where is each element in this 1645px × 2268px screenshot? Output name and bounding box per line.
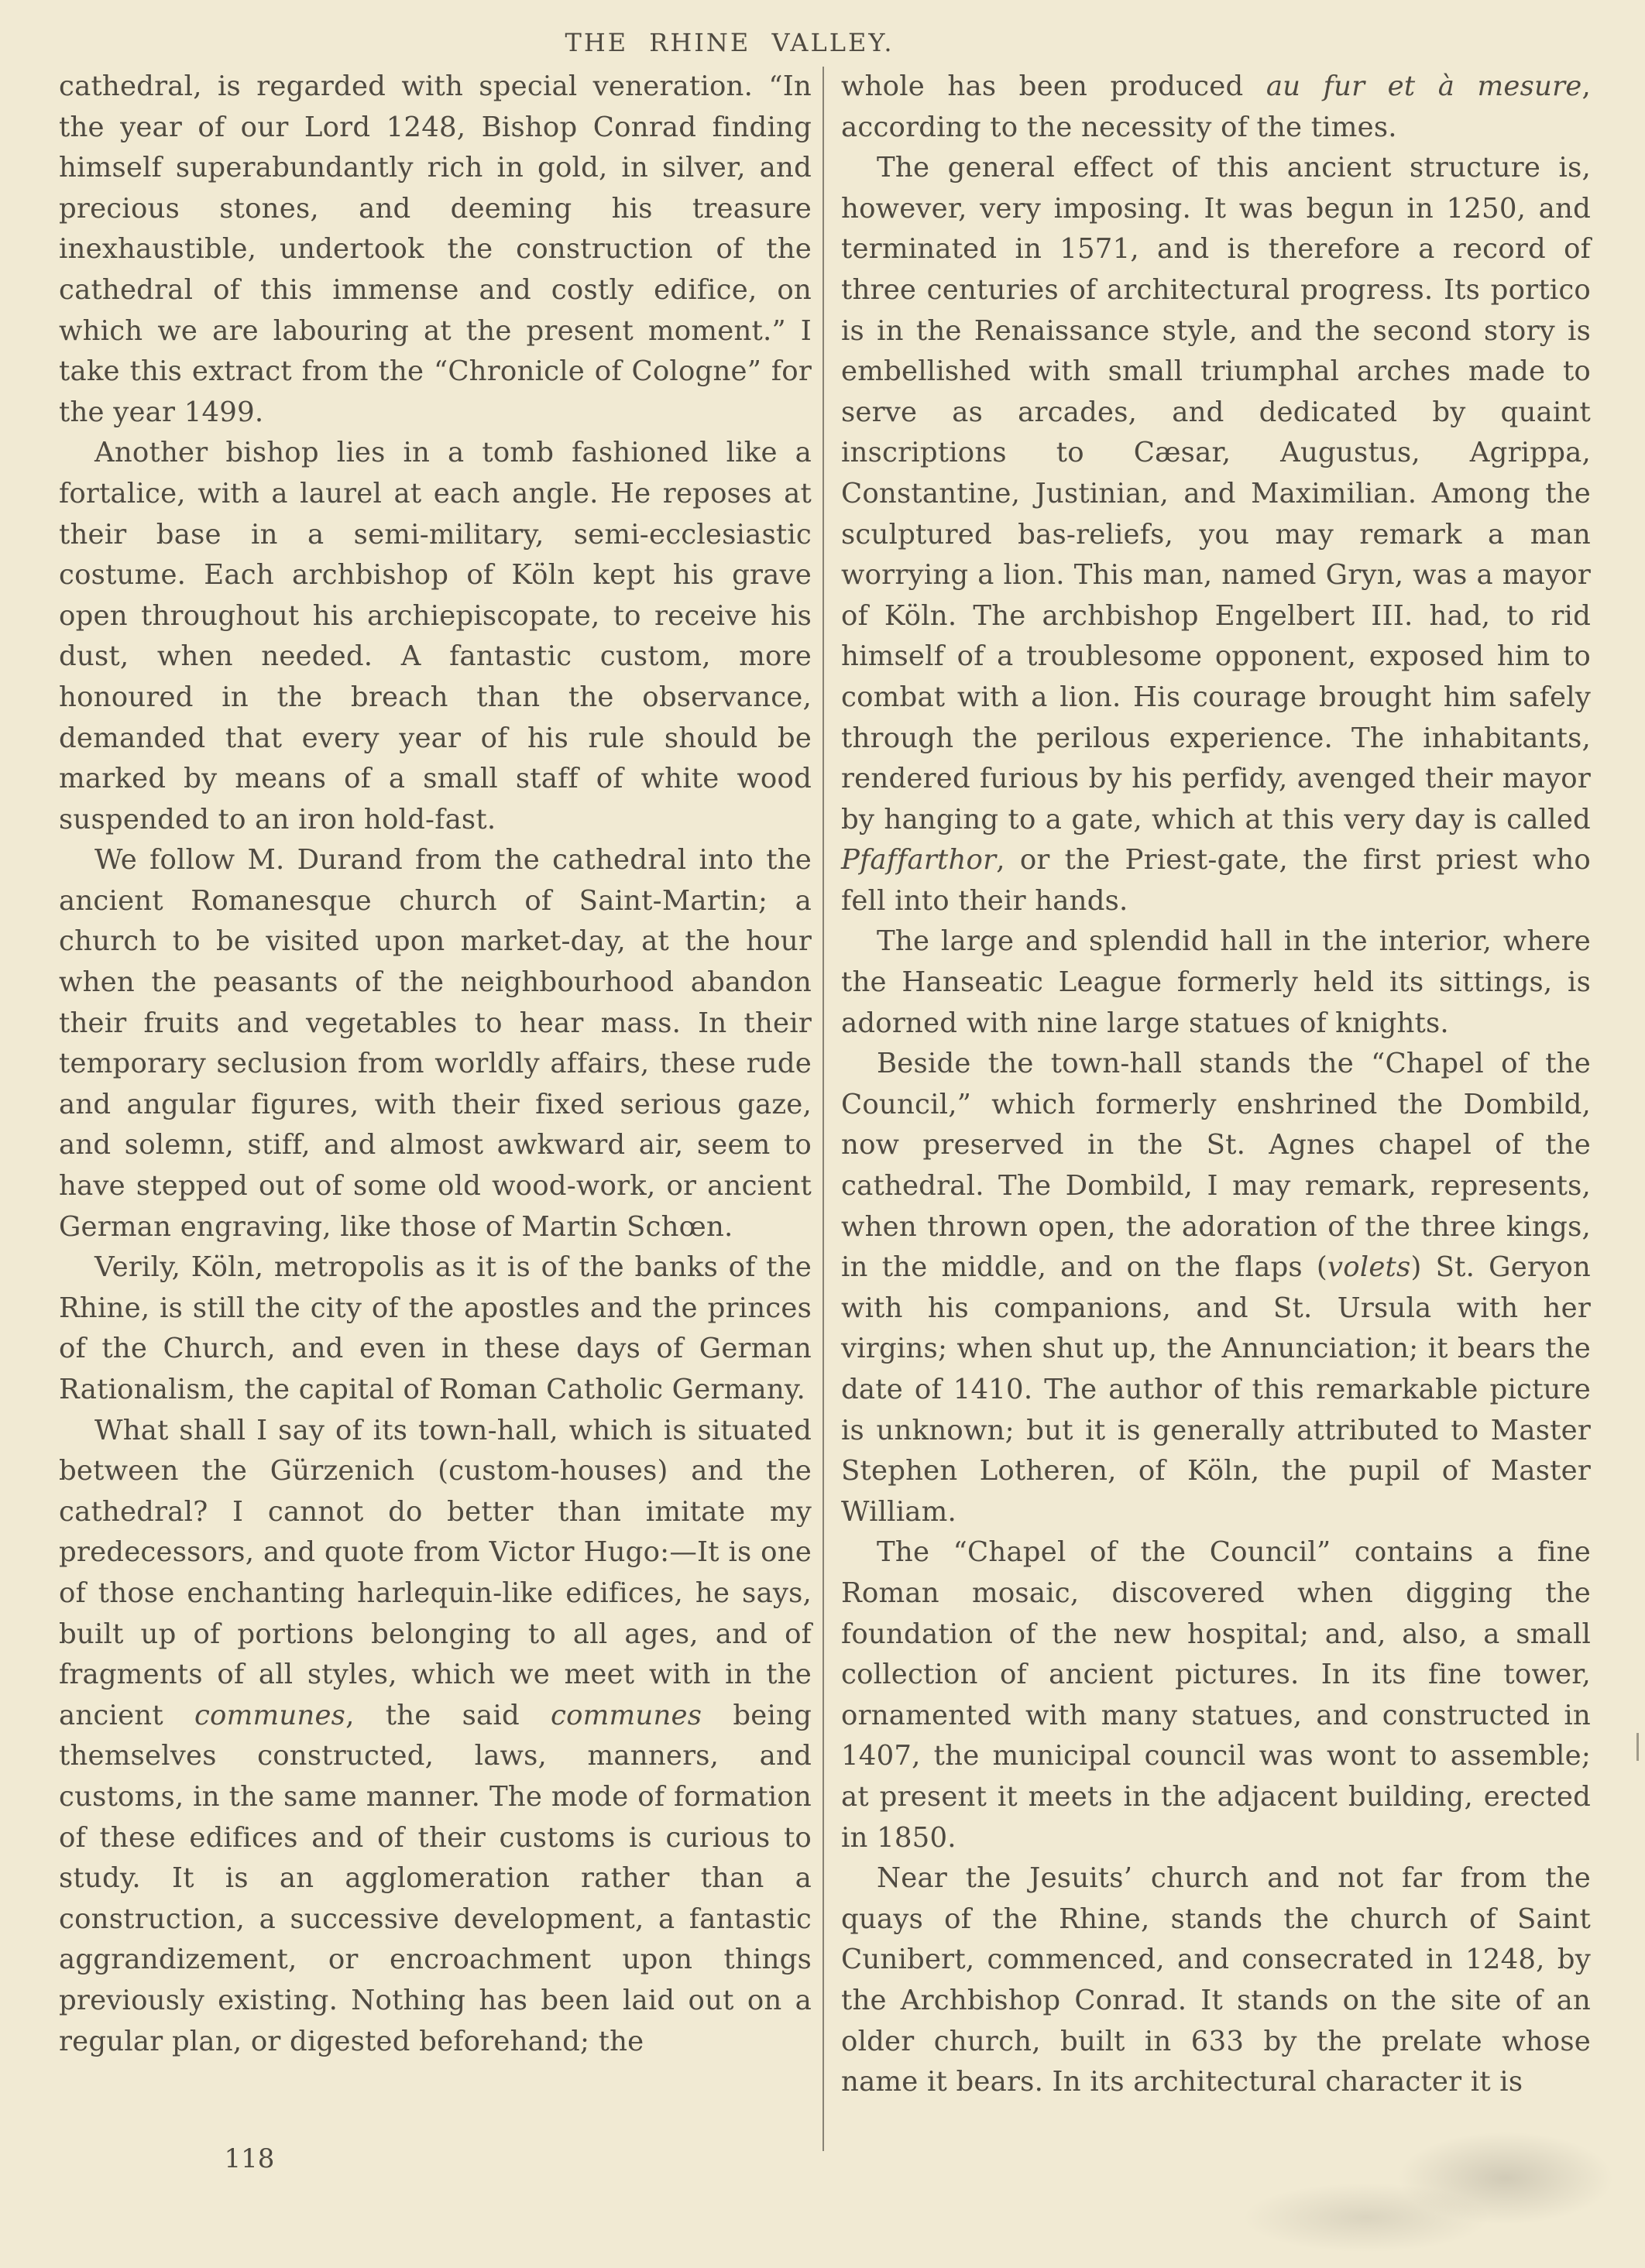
text-run: Verily, Köln, metropolis as it is of the banks of the Rhine, is still the city of the apostles and the princes of the Church, and even in these days of German Rationalism, the capital of Roman Catholic Germany. xyxy=(59,1251,812,1405)
text-run: The large and splendid hall in the interior, where the Hanseatic League formerly held its sittings, is adorned with nine large statues of knights. xyxy=(841,925,1591,1039)
italic-text: Pfaffarthor xyxy=(841,844,997,877)
text-run: The general effect of this ancient structure is, however, very imposing. It was begun in 1250, and terminated in 1571, and is therefore a record of three centuries of architectural progress. Its portico is in the Renaissance style, and the second story is embellished with small triumphal arches made to serve as arcades, and dedicated by quaint inscriptions to Cæsar, Augustus, Agrippa, Constantine, Justinian, and Maximilian. Among the sculptured bas-reliefs, you may remark a man worrying a lion. This man, named Gryn, was a mayor of Köln. The archbishop Engelbert III. had, to rid himself of a troublesome opponent, exposed him to combat with a lion. His courage brought him safely through the perilous experience. The inhabitants, rendered furious by his perfidy, avenged their mayor by hanging to a gate, which at this very day is called xyxy=(841,152,1591,835)
text-run: , the said xyxy=(345,1699,551,1731)
paragraph xyxy=(59,1247,812,1410)
left-column xyxy=(59,67,812,2151)
text-run: cathedral, is regarded with special veneration. “In the year of our Lord 1248, Bishop Conrad finding himself superabundantly rich in gold, in silver, and precious stones, and deeming his treasure inexhaustible, undertook the construction of the cathedral of this immense and costly edifice, on which we are labouring at the present moment.” I take this extract from the “Chronicle of Cologne” for the year 1499. xyxy=(59,70,812,428)
text-run: Near the Jesuits’ church and not far from the quays of the Rhine, stands the church of Saint Cunibert, commenced, and consecrated in 1248, by the Archbishop Conrad. It stands on the site of an older church, built in 633 by the prelate whose name it bears. In its architectural character it is xyxy=(841,1862,1591,2098)
column-divider-rule xyxy=(822,67,824,2151)
scan-artifact xyxy=(1636,1733,1639,1761)
paragraph xyxy=(841,67,1591,148)
paragraph xyxy=(59,840,812,1247)
text-run: , or the Priest-gate, the first priest who fell into their hands. xyxy=(841,844,1591,917)
italic-text: communes xyxy=(194,1699,346,1731)
text-run: Beside the town-hall stands the “Chapel of the Council,” which formerly enshrined the Dombild, now preserved in the St. Agnes chapel of the cathedral. The Dombild, I may remark, represents, when thrown open, the adoration of the three kings, in the middle, and on the flaps ( xyxy=(841,1048,1591,1284)
text-run: ) St. Geryon with his companions, and St. Ursula with her virgins; when shut up, the Annunciation; it bears the date of 1410. The author of this remarkable picture is unknown; but it is generally attributed to Master Stephen Lotheren, of Köln, the pupil of Master William. xyxy=(841,1251,1591,1528)
italic-text: communes xyxy=(551,1699,702,1731)
text-run: What shall I say of its town-hall, which is situated between the Gürzenich (custom-houses) and the cathedral? I cannot do better than imitate my predecessors, and quote from Victor Hugo:—It is one of those enchanting harlequin-like edifices, he says, built up of portions belonging to all ages, and of fragments of all styles, which we meet with in the ancient xyxy=(59,1414,812,1731)
italic-text: volets xyxy=(1327,1251,1411,1284)
paragraph xyxy=(59,1411,812,2063)
paragraph xyxy=(841,921,1591,1044)
text-run: being themselves constructed, laws, manners, and customs, in the same manner. The mode of formation of these edifices and of their customs is curious to study. It is an agglomeration rather than a construction, a successive development, a fantastic aggrandizement, or encroachment upon things previously existing. Nothing has been laid out on a regular plan, or digested beforehand; the xyxy=(59,1699,812,2057)
running-head: THE RHINE VALLEY. xyxy=(565,28,895,57)
paragraph xyxy=(841,1044,1591,1532)
text-run: whole has been produced xyxy=(841,70,1266,102)
paragraph xyxy=(59,433,812,840)
text-run: We follow M. Durand from the cathedral into the ancient Romanesque church of Saint-Martin; a church to be visited upon market-day, at the hour when the peasants of the neighbourhood abandon their fruits and vegetables to hear mass. In their temporary seclusion from worldly affairs, these rude and angular figures, with their fixed serious gaze, and solemn, stiff, and almost awkward air, seem to have stepped out of some old wood-work, or ancient German engraving, like those of Martin Schœn. xyxy=(59,844,812,1243)
paragraph xyxy=(841,1532,1591,1858)
right-column xyxy=(841,67,1591,2151)
two-column-text xyxy=(59,67,1591,2151)
paragraph xyxy=(59,67,812,433)
paragraph xyxy=(841,1858,1591,2103)
text-run: Another bishop lies in a tomb fashioned like a fortalice, with a laurel at each angle. He reposes at their base in a semi-military, semi-ecclesiastic costume. Each archbishop of Köln kept his grave open throughout his archiepiscopate, to receive his dust, when needed. A fantastic custom, more honoured in the breach than the observance, demanded that every year of his rule should be marked by means of a small staff of white wood suspended to an iron hold-fast. xyxy=(59,437,812,835)
italic-text: au fur et à mesure xyxy=(1266,70,1582,102)
text-run: The “Chapel of the Council” contains a fine Roman mosaic, discovered when digging the foundation of the new hospital; and, also, a small collection of ancient pictures. In its fine tower, ornamented with many statues, and constructed in 1407, the municipal council was wont to assemble; at present it meets in the adjacent building, erected in 1850. xyxy=(841,1536,1591,1854)
paragraph xyxy=(841,148,1591,921)
scan-smudge xyxy=(1242,2183,1490,2253)
page-number: 118 xyxy=(224,2143,275,2174)
text-run: , according to the necessity of the times. xyxy=(841,70,1591,143)
